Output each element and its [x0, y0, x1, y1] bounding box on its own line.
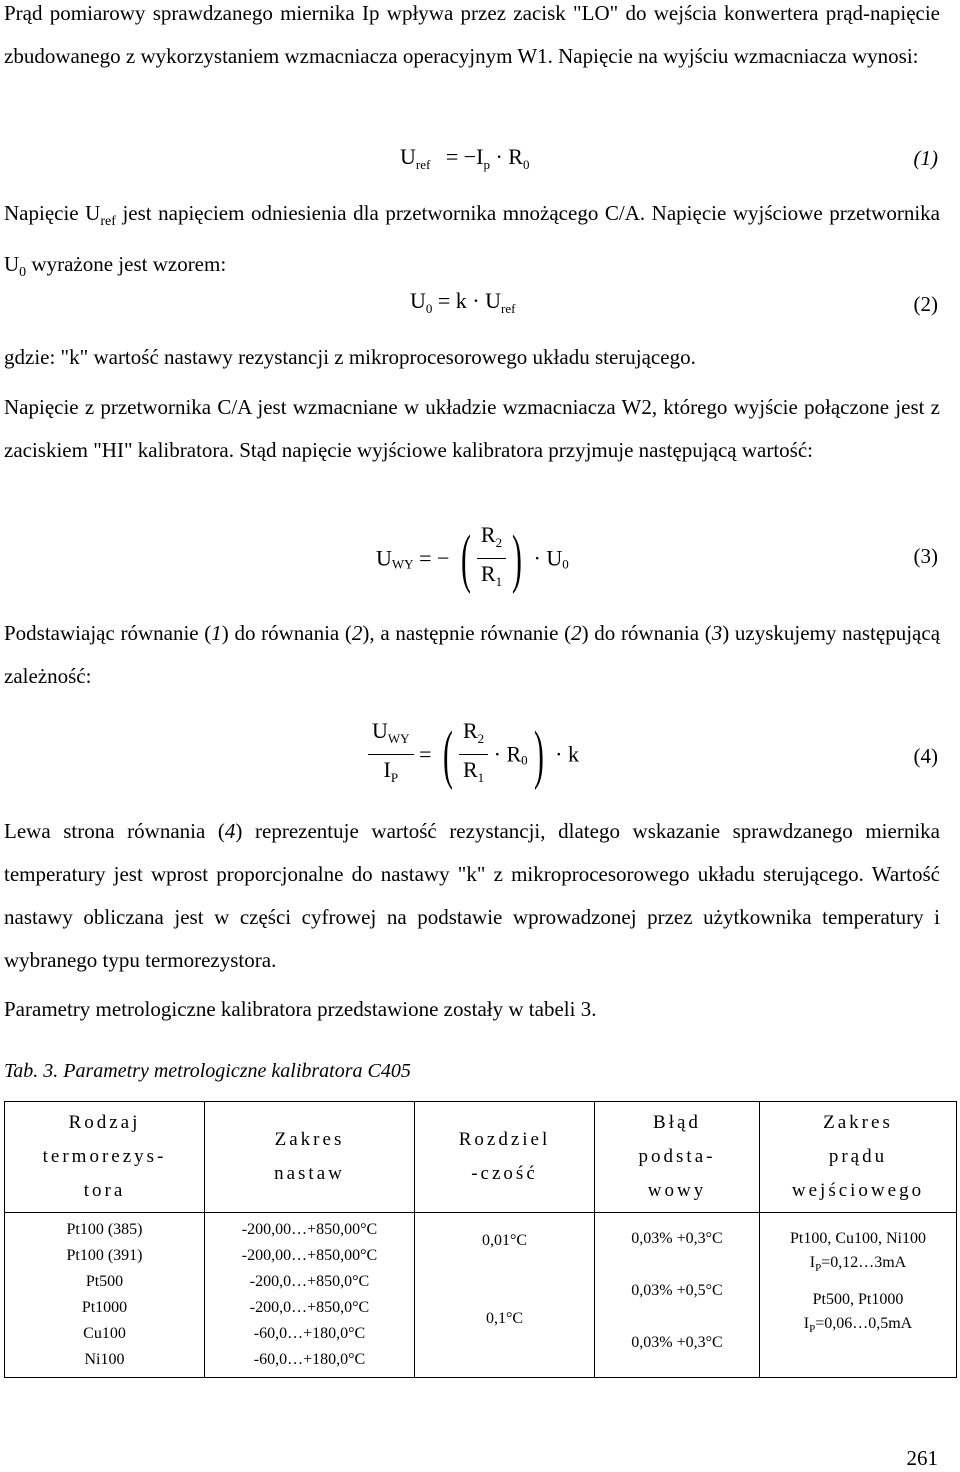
- eq3-U: U: [376, 545, 392, 571]
- header-error-l1: Błąd: [653, 1112, 701, 1133]
- eq4-P: P: [390, 770, 399, 785]
- p5-ref-2b: 2: [571, 621, 582, 645]
- type-item: Pt100 (391): [66, 1247, 143, 1264]
- paragraph-uref: [4, 192, 940, 294]
- eq4-I: I: [383, 757, 391, 782]
- current-group-b-range: $I_P=0,06\dots 0,5mA$: [803, 1315, 913, 1336]
- type-item: Pt1000: [81, 1299, 128, 1316]
- current-group-b-types: Pt500, Pt1000: [812, 1291, 904, 1309]
- header-type-l1: Rodzaj: [68, 1112, 141, 1133]
- resolution-item: 0,01°C: [481, 1232, 528, 1249]
- error-item: 0,03% +0,3°C: [631, 1230, 723, 1247]
- paragraph-gdzie: gdzie: "k" wartość nastawy rezystancji z mikroprocesorowego układu sterującego.: [4, 345, 696, 369]
- eq4-R2: R: [462, 718, 478, 743]
- eq2-mid: = k · U: [432, 288, 502, 313]
- resolution-item: 0,1°C: [485, 1310, 524, 1327]
- header-range-l1: Zakres: [274, 1129, 345, 1150]
- page-number: 261: [906, 1446, 938, 1470]
- equation-2: [410, 288, 515, 317]
- eq3-right-paren: ): [512, 521, 523, 595]
- eq3-fraction: [477, 520, 506, 597]
- eq3-zero: 0: [562, 556, 569, 572]
- current-group-a-types: Pt100, Cu100, Ni100: [789, 1230, 926, 1247]
- paragraph-intro: Prąd pomiarowy sprawdzanego miernika Ip wpływa przez zacisk "LO" do wejścia konwertera prąd-napięcie zbudowanego z wykorzystaniem wzmacniacza operacyjnym W1. Napięcie na wyjściu wzmacniacza wynosi:: [4, 1, 940, 68]
- types-cell: [5, 1213, 205, 1378]
- error-item: 0,03% +0,5°C: [631, 1282, 723, 1299]
- error-cell: [595, 1213, 760, 1378]
- eq1-p: p: [483, 157, 490, 172]
- range-item: -200,00…+850,00°C: [241, 1247, 378, 1264]
- header-resolution-l1: Rozdziel: [458, 1129, 551, 1150]
- equation-4: [368, 716, 579, 793]
- eq3-dotU: · U: [533, 545, 563, 571]
- eq4-R1: R: [462, 757, 478, 782]
- type-item: Cu100: [83, 1325, 126, 1342]
- type-item: Pt100 (385): [66, 1221, 143, 1238]
- eq4-zero: 0: [521, 752, 528, 768]
- header-range: [205, 1102, 415, 1213]
- p6-ref-4: 4: [224, 819, 236, 843]
- paragraph-lewa-strona: [4, 810, 940, 982]
- header-current-l1: Zakres: [823, 1112, 893, 1133]
- paragraph-podstawiajac: [4, 612, 940, 698]
- eq4-dotR: · R: [493, 741, 522, 767]
- header-current-l3: wejściowego: [791, 1180, 925, 1201]
- equation-2-number: (2): [913, 292, 938, 316]
- eq1-dotR: · R: [489, 144, 523, 169]
- eq4-U: U: [372, 718, 388, 743]
- table-header-row: [5, 1102, 957, 1213]
- header-current: [760, 1102, 957, 1213]
- eq3-R2: R: [480, 522, 496, 547]
- p6-c: ) reprezentuje wartość rezystancji, dlatego wskazanie sprawdzanego miernika temperatury jest wprost proporcjonalne do nastawy "k" z mikroprocesorowego układu sterującego. Wartość nastawy obliczana jest w części cyfrowej na podstawie wprowadzonej przez użytkownika temperatury i wybranego typu termorezystora.: [4, 819, 940, 972]
- eq4-eq: =: [419, 741, 432, 767]
- range-item: -200,0…+850,0°C: [249, 1299, 370, 1316]
- p2-text-e: wyrażone jest wzorem:: [26, 252, 227, 277]
- header-error-l3: wowy: [647, 1180, 707, 1201]
- p5-a: Podstawiając równanie (: [4, 621, 212, 645]
- header-current-l2: prądu: [828, 1146, 888, 1167]
- equation-1-number: (1): [913, 146, 938, 170]
- p2-sub-ref: ref: [100, 214, 116, 230]
- p5-g: ) do równania (: [581, 621, 712, 645]
- eq1-ref: ref: [415, 157, 431, 172]
- eq4-right-paren: ): [533, 717, 544, 791]
- eq4-WY: WY: [387, 731, 410, 746]
- header-range-l2: nastaw: [274, 1163, 345, 1184]
- eq4-fraction: [459, 716, 488, 793]
- p2-text-a: Napięcie U: [4, 201, 101, 225]
- spec-table: [4, 1101, 957, 1378]
- equation-3-number: (3): [913, 544, 938, 568]
- p5-e: ), a następnie równanie (: [362, 621, 572, 645]
- eq3-R1: R: [480, 561, 496, 586]
- p5-c: ) do równania (: [221, 621, 352, 645]
- eq2-ref: ref: [501, 301, 516, 316]
- p2-text-c: jest napięciem odniesienia dla przetwornika mnożącego C/A. Napięcie wyjściowe przetwornika U: [4, 201, 940, 277]
- eq3-left-paren: (: [460, 521, 471, 595]
- header-type-l2: termorezys-: [42, 1146, 167, 1167]
- eq4-lhs-fraction: [368, 716, 414, 793]
- type-item: Pt500: [85, 1273, 124, 1290]
- eq4-two: 2: [477, 731, 485, 746]
- header-error: [595, 1102, 760, 1213]
- header-resolution-l2: -czość: [471, 1163, 538, 1184]
- p5-ref-1: 1: [211, 621, 222, 645]
- eq1-eq: = −I: [445, 144, 484, 169]
- eq3-WY: WY: [391, 556, 414, 572]
- header-type: [5, 1102, 205, 1213]
- range-item: -200,0…+850,0°C: [249, 1273, 370, 1290]
- range-item: -60,0…+180,0°C: [253, 1325, 366, 1342]
- range-item: -60,0…+180,0°C: [253, 1351, 366, 1368]
- eq4-k: · k: [555, 741, 579, 767]
- p5-ref-3: 3: [711, 621, 723, 645]
- equation-4-number: (4): [913, 744, 938, 768]
- eq2-U: U: [410, 288, 426, 313]
- header-type-l3: tora: [83, 1180, 126, 1201]
- eq2-zero: 0: [425, 301, 433, 316]
- equation-3: [376, 520, 569, 597]
- eq1-U: U: [400, 144, 416, 169]
- error-item: 0,03% +0,3°C: [631, 1334, 723, 1351]
- eq4-left-paren: (: [443, 717, 453, 791]
- p5-ref-2: 2: [351, 621, 363, 645]
- eq1-zero: 0: [522, 157, 530, 172]
- header-resolution: [415, 1102, 595, 1213]
- ranges-cell: [205, 1213, 415, 1378]
- paragraph-w2: Napięcie z przetwornika C/A jest wzmacniane w układzie wzmacniacza W2, którego wyjście połączone jest z zaciskiem "HI" kalibratora. Stąd napięcie wyjściowe kalibratora przyjmuje następującą wartość:: [4, 395, 940, 462]
- eq3-eq: = −: [419, 545, 450, 571]
- p6-a: Lewa strona równania (: [4, 819, 225, 843]
- p5-i: ) uzyskujemy następującą zależność:: [4, 621, 941, 688]
- table-caption: Tab. 3. Parametry metrologiczne kalibratora C405: [4, 1060, 411, 1082]
- current-cell: [760, 1213, 957, 1378]
- table-row: [5, 1213, 957, 1378]
- header-error-l2: podsta-: [638, 1146, 716, 1167]
- current-group-a-range: $I_P=0,12\dots 3mA$: [809, 1254, 907, 1275]
- type-item: Ni100: [84, 1351, 125, 1368]
- p2-sub-0: 0: [19, 265, 27, 281]
- equation-1: [400, 144, 529, 173]
- resolution-cell: [415, 1213, 595, 1378]
- eq3-two: 2: [495, 535, 503, 550]
- eq3-one: 1: [495, 574, 503, 589]
- range-item: -200,00…+850,00°C: [241, 1221, 378, 1238]
- paragraph-parametry: Parametry metrologiczne kalibratora przedstawione zostały w tabeli 3.: [4, 997, 597, 1021]
- eq4-one: 1: [477, 770, 485, 785]
